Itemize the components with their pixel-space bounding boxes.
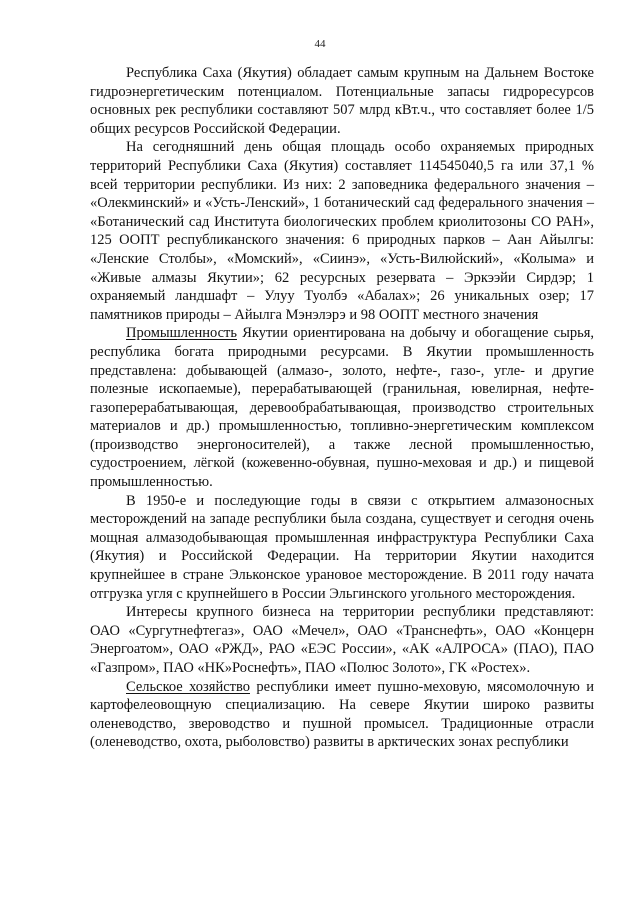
paragraph-big-business [90,603,594,677]
paragraph-text: Интересы крупного бизнеса на территории республики представляют: ОАО «Сургутнефтегаз», ОАО «Мечел», ОАО «Транснефть», ОАО «Концерн Энергоатом», ОАО «РЖД», РАО «ЕЭС России», «АК «АЛРОСА» (ПАО), ПАО «Газпром», ПАО «НК»Роснефть», ПАО «Полюс Золото», ГК «Ростех». [90,604,594,676]
paragraph-protected-areas [90,138,594,324]
paragraph-text: Республика Саха (Якутия) обладает самым крупным на Дальнем Востоке гидроэнергетическим потенциалом. Потенциальные запасы гидроресурсов основных рек республики составляют 507 млрд кВт.ч., что составляет более 1/5 общих ресурсов Российской Федерации. [90,65,594,137]
paragraph-industry [90,324,594,491]
paragraph-text: Якутии ориентирована на добычу и обогащение сырья, республика богата природными ресурсами. В Якутии промышленность представлена: добывающей (алмазо-, золото, нефте-, газо-, угле- и другие полезные ископаемые), перерабатывающей (гранильная, ювелирная, нефте-газоперерабатывающая, деревообрабатывающая, производство строительных материалов и др.) промышленностью, топливно-энергетическим комплексом (производство энергоносителей), а также лесной промышленностью, судостроением, лёгкой (кожевенно-обувная, пушно-меховая и др.) и пищевой промышленностью. [90,325,594,491]
paragraph-text: республики имеет пушно-меховую, мясомолочную и картофелеовощную специализацию. На севере Якутии широко развиты оленеводство, звероводство и пушной промысел. Традиционные отрасли (оленеводство, охота, рыболовство) развиты в арктических зонах республики [90,678,594,751]
paragraph-hydro-resources [90,64,594,138]
page-number: 44 [314,38,326,50]
paragraph-text: В 1950-е и последующие годы в связи с открытием алмазоносных месторождений на западе республики была создана, существует и сегодня очень мощная алмазодобывающая промышленная инфраструктура Республики Саха (Якутия) и Российской Федерации. На территории Якутии находится крупнейшее в стране Эльконское урановое месторождение. В 2011 году начата отгрузка угля с крупнейшего в России Эльгинского угольного месторождения. [90,492,594,602]
paragraph-lead-term: Сельское хозяйство [126,678,250,695]
paragraph-text: На сегодняшний день общая площадь особо охраняемых природных территорий Республики Саха (Якутия) составляет 114545040,5 га или 37,1 % всей территории республики. Из них: 2 заповедника федерального значения – «Олекминский» и «Усть-Ленский», 1 ботанический сад федерального значения – «Ботанический сад Института биологических проблем криолитозоны СО РАН», 125 ООПТ республиканского значения: 6 природных парков – Аан Айылгы: «Ленские Столбы», «Момский», «Сиинэ», «Усть-Вилюйский», «Колыма» и «Живые алмазы Якутии»; 62 ресурсных резервата – Эркээйи Сирдэр; 1 охраняемый ландшафт – Улуу Туолбэ «Абалах»; 26 уникальных озер; 17 памятников природы – Айылга Мэнэлэрэ и 98 ООПТ местного значения [90,139,594,323]
page-body [90,64,594,752]
paragraph-diamond-mining [90,492,594,604]
paragraph-lead-term: Промышленность [126,325,237,342]
paragraph-agriculture [90,678,594,752]
